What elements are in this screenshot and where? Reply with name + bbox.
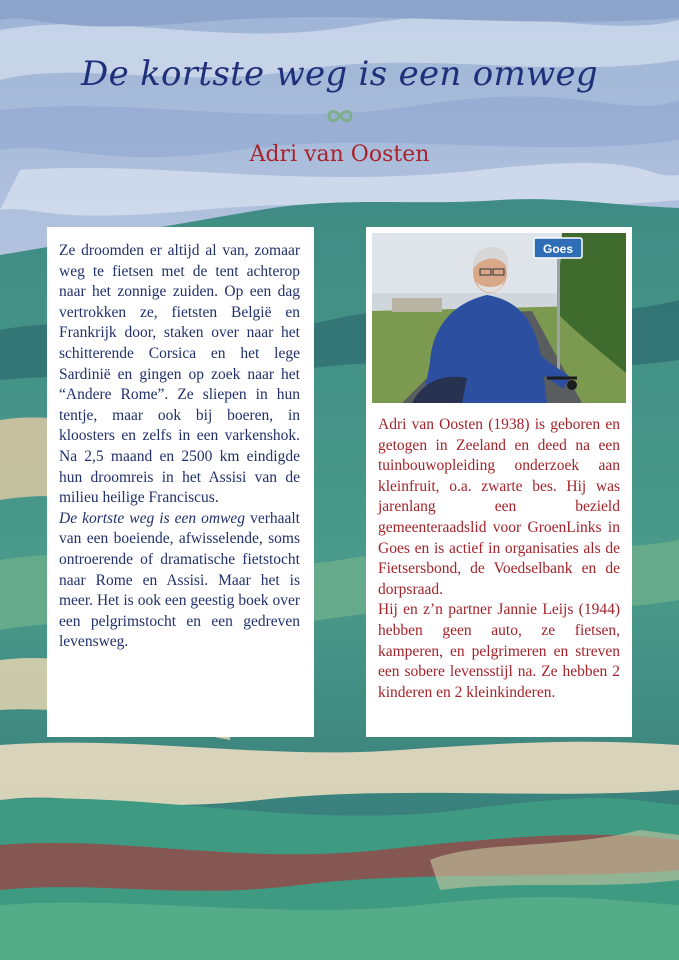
photo-sign-text: Goes	[542, 242, 574, 256]
synopsis-rest: verhaalt van een boeiende, afwisselende, soms ontroerende of dramatische fietstocht naar Rome en Assisi. Maar het is meer. Het is ook een geestig boek over een pelgrimstocht en een gedreven levensweg.	[59, 509, 300, 651]
synopsis-title-reference: De kortste weg is een omweg	[59, 509, 246, 527]
synopsis-panel	[47, 227, 314, 737]
book-title: De kortste weg is een omweg	[81, 54, 598, 94]
synopsis-intro: Ze droomden er altijd al van, zomaar weg te fietsen met de tent achterop naar het zonnige zuiden. Op een dag vertrokken ze, fietsten België en Frankrijk door, staken over naar het schitterende Corsica en het lege Sardinië en gingen op zoek naar het “Andere Rome”. Ze sliepen in hun tentje, maar ook bij boeren, in kloosters en zelfs in een varkenshok. Na 2,5 maand en 2500 km eindigde hun droomreis in het Assisi van de milieu heilige Franciscus.	[59, 242, 300, 507]
infinity-icon	[325, 106, 355, 126]
author-name: Adri van Oosten	[249, 142, 430, 167]
author-bio-panel	[366, 227, 632, 737]
author-photo	[372, 233, 626, 403]
bio-paragraph-2: Hij en z’n partner Jannie Leijs (1944) hebben geen auto, ze fietsen, kamperen, en pelgrimeren en streven een sobere levensstijl na. Ze hebben 2 kinderen en 2 kleinkinderen.	[378, 601, 620, 701]
synopsis-text	[59, 241, 300, 653]
bio-paragraph-1: Adri van Oosten (1938) is geboren en getogen in Zeeland en deed na een tuinbouwopleiding onderzoek aan kleinfruit, o.a. zwarte bes. Hij was jarenlang een bezield gemeenteraadslid voor GroenLinks in Goes en is actief in organisaties als de Fietsersbond, de Voedselbank en de dorpsraad.	[378, 416, 620, 598]
